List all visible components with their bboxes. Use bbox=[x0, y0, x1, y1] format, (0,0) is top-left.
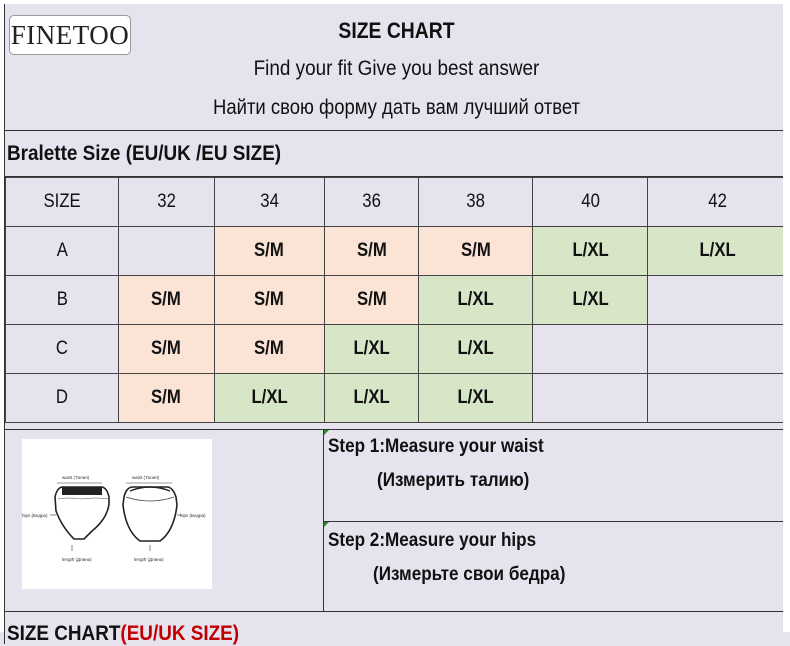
size-cell bbox=[419, 325, 533, 374]
cell-text: L/XL bbox=[353, 338, 390, 359]
cell-text: L/XL bbox=[457, 338, 494, 359]
underwear-diagram bbox=[22, 439, 212, 589]
size-cell bbox=[118, 374, 214, 423]
cell-text: SIZE bbox=[43, 191, 81, 212]
cell-text: S/M bbox=[151, 289, 182, 310]
column-header bbox=[214, 178, 324, 227]
step-2-label: Step 2:Measure your hips bbox=[328, 530, 537, 551]
size-cell bbox=[324, 374, 419, 423]
cell-text: L/XL bbox=[457, 387, 494, 408]
chart-header bbox=[5, 4, 788, 131]
cell-text: C bbox=[55, 338, 68, 359]
cup-size-cell bbox=[6, 227, 119, 276]
cell-comment-marker bbox=[324, 522, 329, 527]
size-chart-sheet bbox=[4, 4, 788, 644]
size-cell bbox=[214, 325, 324, 374]
size-cell bbox=[324, 325, 419, 374]
divider-horizontal bbox=[324, 521, 788, 522]
footer-title: SIZE CHART bbox=[7, 622, 121, 645]
size-cell bbox=[533, 325, 648, 374]
subtitle-english: Find your fit Give you best answer bbox=[253, 57, 540, 80]
cell-text: L/XL bbox=[457, 289, 494, 310]
brand-logo: FINETOO bbox=[9, 15, 131, 55]
column-header bbox=[419, 178, 533, 227]
cell-text: S/M bbox=[254, 289, 285, 310]
cell-text: L/XL bbox=[572, 240, 609, 261]
size-cell bbox=[648, 276, 788, 325]
cell-text: L/XL bbox=[251, 387, 288, 408]
cell-text: 38 bbox=[466, 191, 486, 212]
cell-text: B bbox=[56, 289, 68, 310]
size-cell bbox=[648, 374, 788, 423]
size-cell bbox=[118, 276, 214, 325]
size-cell bbox=[214, 374, 324, 423]
cell-text: 40 bbox=[580, 191, 600, 212]
size-cell bbox=[533, 374, 648, 423]
step-1-russian bbox=[377, 470, 546, 492]
cup-size-cell bbox=[6, 325, 119, 374]
table-row bbox=[6, 276, 788, 325]
table-row bbox=[6, 325, 788, 374]
cell-text: 32 bbox=[156, 191, 176, 212]
section-title bbox=[5, 131, 788, 177]
column-header bbox=[118, 178, 214, 227]
column-header bbox=[648, 178, 788, 227]
length-label-left: length (Длина) bbox=[62, 557, 92, 562]
length-label-right: length (Длина) bbox=[134, 557, 164, 562]
column-header bbox=[6, 178, 119, 227]
table-row bbox=[6, 227, 788, 276]
cell-text: S/M bbox=[151, 387, 182, 408]
size-cell bbox=[214, 227, 324, 276]
size-cell bbox=[419, 276, 533, 325]
size-cell bbox=[214, 276, 324, 325]
cell-text: S/M bbox=[461, 240, 491, 261]
size-cell bbox=[648, 325, 788, 374]
cell-text: S/M bbox=[356, 289, 387, 310]
chart-title: SIZE CHART bbox=[338, 18, 455, 43]
cell-text: A bbox=[56, 240, 68, 261]
size-table bbox=[5, 177, 788, 423]
column-header bbox=[324, 178, 419, 227]
next-section-title bbox=[5, 611, 790, 646]
cell-text: D bbox=[55, 387, 68, 408]
step-1-russian-label: (Измерить талию) bbox=[377, 470, 530, 491]
cell-text: S/M bbox=[254, 240, 285, 261]
step-2-russian-label: (Измерьте свои бедра) bbox=[373, 564, 566, 585]
size-cell bbox=[419, 374, 533, 423]
step-1-label: Step 1:Measure your waist bbox=[328, 436, 544, 457]
table-row bbox=[6, 374, 788, 423]
measurement-image bbox=[22, 439, 212, 589]
waist-label-left: waist (Талия) bbox=[62, 475, 90, 480]
cell-text: S/M bbox=[356, 240, 387, 261]
size-cell bbox=[118, 227, 214, 276]
cell-text: L/XL bbox=[699, 240, 736, 261]
size-cell bbox=[533, 276, 648, 325]
cell-text: S/M bbox=[254, 338, 285, 359]
measurement-section bbox=[5, 429, 788, 612]
column-header bbox=[533, 178, 648, 227]
page-margin-right bbox=[783, 0, 790, 632]
step-1-text bbox=[328, 436, 568, 458]
cell-text: L/XL bbox=[353, 387, 390, 408]
cell-text: 34 bbox=[259, 191, 279, 212]
cell-text: 42 bbox=[708, 191, 727, 212]
cup-size-cell bbox=[6, 374, 119, 423]
waist-label-right: waist (Талия) bbox=[132, 475, 160, 480]
size-cell bbox=[324, 276, 419, 325]
subtitle-russian: Найти свою форму дать вам лучший ответ bbox=[213, 96, 580, 119]
size-cell bbox=[648, 227, 788, 276]
hips-label-right: hips (Бедра) bbox=[180, 513, 206, 518]
hips-label-left: hips (Бедра) bbox=[22, 513, 48, 518]
cell-comment-marker bbox=[324, 430, 329, 435]
table-header-row bbox=[6, 178, 788, 227]
cell-text: 36 bbox=[362, 191, 381, 212]
step-2-text bbox=[328, 530, 559, 552]
size-cell bbox=[419, 227, 533, 276]
footer-subtitle: (EU/UK SIZE) bbox=[120, 622, 240, 645]
cell-text: L/XL bbox=[572, 289, 609, 310]
cup-size-cell bbox=[6, 276, 119, 325]
size-cell bbox=[118, 325, 214, 374]
cell-text: S/M bbox=[151, 338, 182, 359]
size-cell bbox=[533, 227, 648, 276]
section-title-text: Bralette Size (EU/UK /EU SIZE) bbox=[7, 142, 282, 165]
step-2-russian bbox=[373, 564, 587, 586]
size-cell bbox=[324, 227, 419, 276]
